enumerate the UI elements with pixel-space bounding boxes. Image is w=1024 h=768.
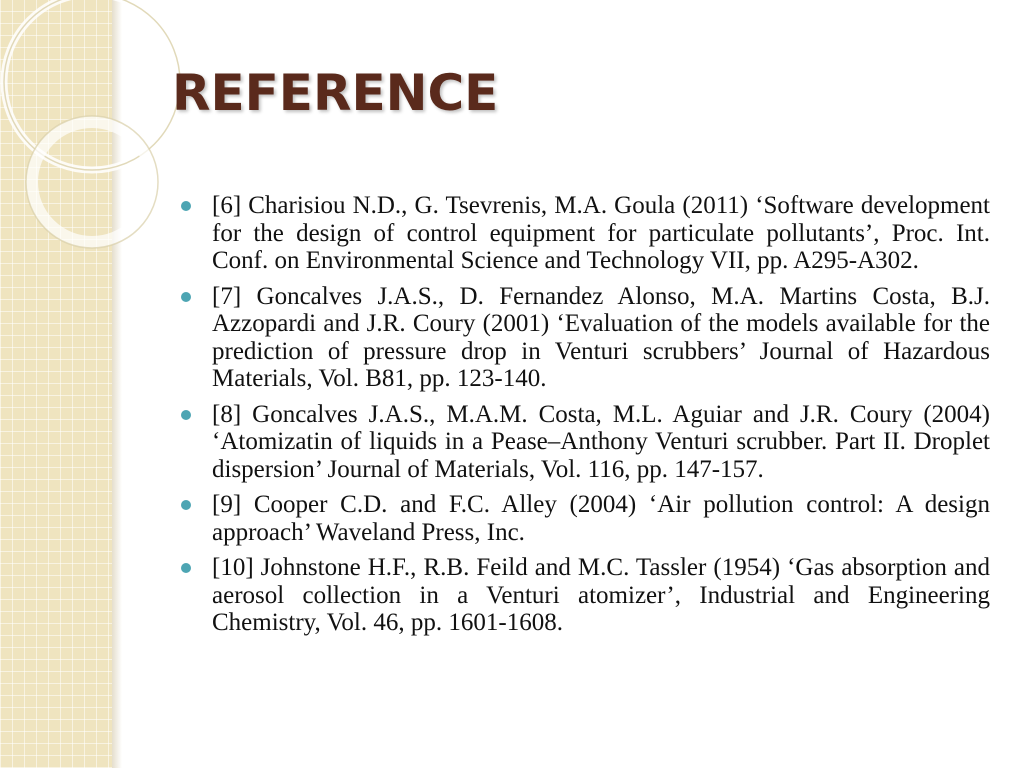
reference-item <box>178 283 990 393</box>
reference-text: [6] Charisiou N.D., G. Tsevrenis, M.A. Goula (2011) ‘Software development for the design of control equipment for particulate pollutants’, Proc. Int. Conf. on Environmental Science and Technology VII, pp. A295-A302. <box>212 192 990 274</box>
reference-item <box>178 192 990 275</box>
reference-text: [10] Johnstone H.F., R.B. Feild and M.C. Tassler (1954) ‘Gas absorption and aerosol collection in a Venturi atomizer’, Industrial and Engineering Chemistry, Vol. 46, pp. 1601-1608. <box>212 554 990 636</box>
bullet-dot-icon <box>181 292 191 302</box>
decorative-rings <box>0 0 200 320</box>
reference-text: [7] Goncalves J.A.S., D. Fernandez Alonso, M.A. Martins Costa, B.J. Azzopardi and J.R. Coury (2001) ‘Evaluation of the models available for the prediction of pressure drop in Venturi scrubbers’ Journal of Hazardous Materials, Vol. B81, pp. 123-140. <box>212 282 990 392</box>
bullet-dot-icon <box>181 563 191 573</box>
reference-text: [8] Goncalves J.A.S., M.A.M. Costa, M.L. Aguiar and J.R. Coury (2004) ‘Atomizatin of liquids in a Pease–Anthony Venturi scrubber. Part II. Droplet dispersion’ Journal of Materials, Vol. 116, pp. 147-157. <box>212 400 990 483</box>
reference-list <box>178 192 990 645</box>
bullet-dot-icon <box>181 201 191 211</box>
bullet-dot-icon <box>181 410 191 420</box>
reference-text: [9] Cooper C.D. and F.C. Alley (2004) ‘Air pollution control: A design approach’ Waveland Press, Inc. <box>212 491 990 546</box>
reference-item <box>178 491 990 546</box>
reference-item <box>178 554 990 637</box>
bullet-dot-icon <box>181 500 191 510</box>
decorative-ring-small-edge <box>26 116 158 248</box>
decorative-ring-small <box>32 122 152 242</box>
reference-item <box>178 401 990 484</box>
decorative-ring-large-inner <box>4 0 180 170</box>
page-title: REFERENCE <box>172 64 499 122</box>
